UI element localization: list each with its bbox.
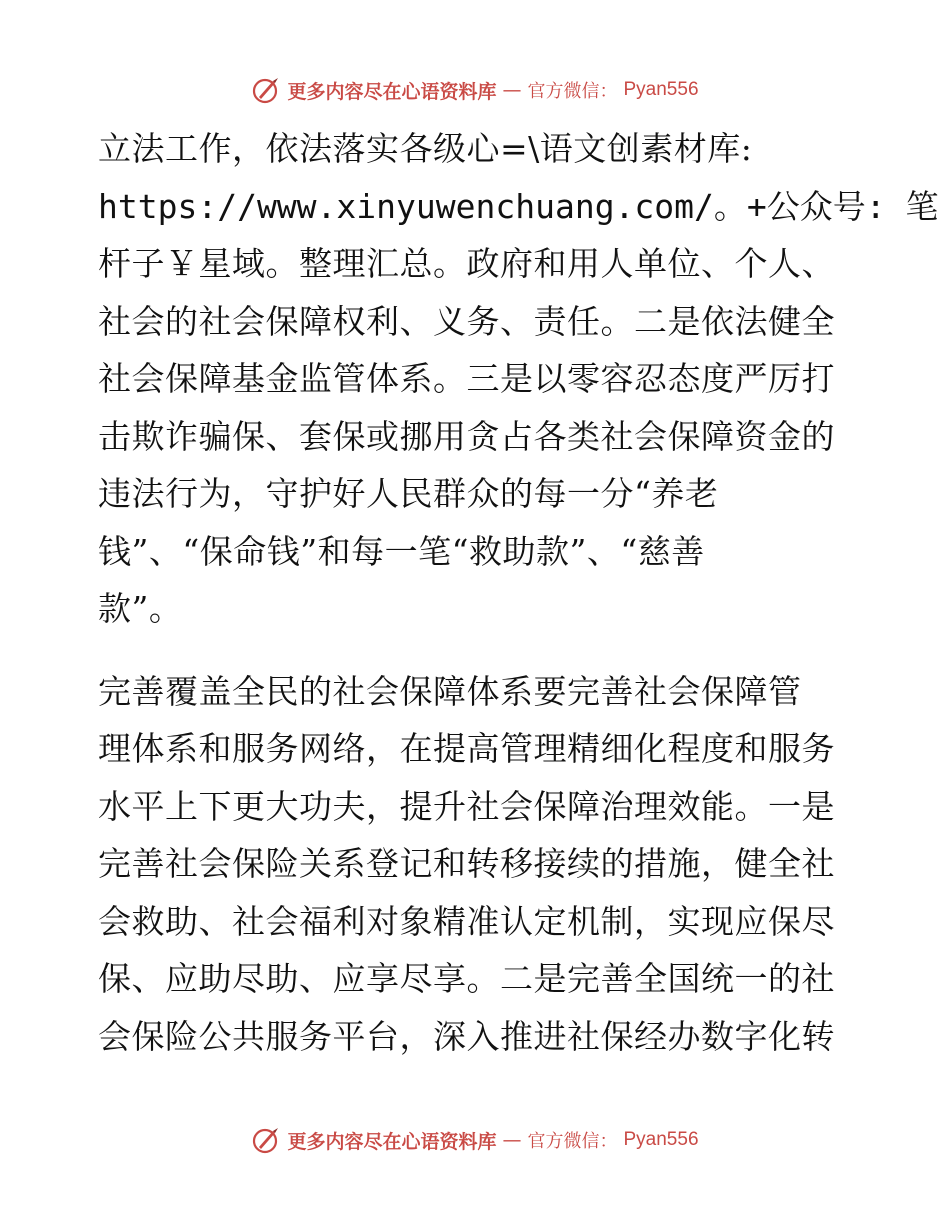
document-body [98,120,939,1065]
text-line: 违法行为，守护好人民群众的每一分“养老 [98,474,719,513]
text-line: 保、应助尽助、应享尽享。二是完善全国统一的社 [98,959,835,998]
quill-logo-icon [251,75,281,105]
banner-dash: — [502,79,522,101]
banner-wechat-id: Pyan556 [623,1129,699,1150]
banner-title: 更多内容尽在心语资料库 [287,80,497,103]
banner-title: 更多内容尽在心语资料库 [287,1130,497,1153]
text-line: 钱”、“保命钱”和每一笔“救助款”、“慈善 [98,531,705,571]
header-banner [0,70,950,110]
text-line-url: https://www.xinyuwenchuang.com/。+公众号: 笔 [98,186,939,226]
paragraph-2 [98,663,850,1066]
footer-banner [0,1120,950,1160]
paragraph-spacer [98,638,850,663]
text-line: 款”。 [98,589,183,628]
text-line: 完善社会保险关系登记和转移接续的措施，健全社 [98,844,835,883]
text-line: 会保险公共服务平台，深入推进社保经办数字化转 [98,1016,835,1056]
text-line: 社会的社会保障权利、义务、责任。二是依法健全 [98,301,835,341]
text-line: 完善覆盖全民的社会保障体系要完善社会保障管 [98,671,802,711]
paragraph-1 [98,120,939,638]
text-line: 击欺诈骗保、套保或挪用贪占各类社会保障资金的 [98,416,835,456]
text-line: 立法工作，依法落实各级心=\语文创素材库: [98,129,753,168]
banner-wechat-label: 官方微信： [527,81,618,102]
banner-wechat-label: 官方微信： [527,1131,618,1152]
text-line: 社会保障基金监管体系。三是以零容忍态度严厉打 [98,359,835,398]
text-line: 水平上下更大功夫，提升社会保障治理效能。一是 [98,786,835,826]
quill-logo-icon [251,1125,281,1155]
text-line: 杆子￥星域。整理汇总。政府和用人单位、个人、 [98,244,835,283]
text-line: 理体系和服务网络，在提高管理精细化程度和服务 [98,729,835,768]
text-line: 会救助、社会福利对象精准认定机制，实现应保尽 [98,901,835,941]
banner-wechat-id: Pyan556 [623,79,699,100]
banner-dash: — [502,1129,522,1151]
